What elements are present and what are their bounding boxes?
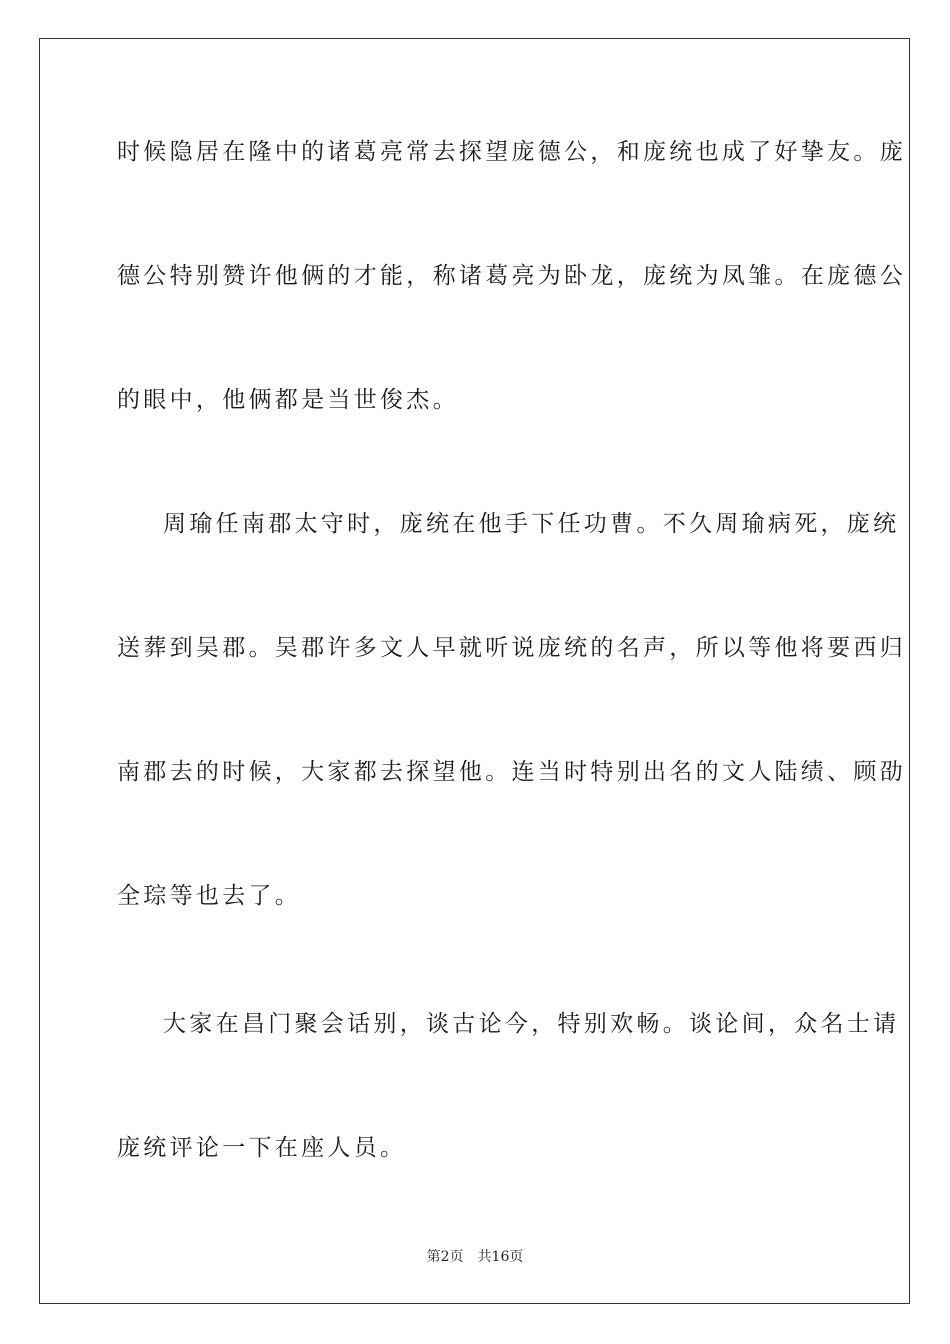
text-line: 全琮等也去了。: [117, 883, 302, 909]
text-line: 德公特别赞许他俩的才能，称诸葛亮为卧龙，庞统为凤雏。在庞德公: [117, 263, 906, 289]
page-border: [39, 38, 910, 1304]
text-line: 南郡去的时候，大家都去探望他。连当时特别出名的文人陆绩、顾劭: [117, 759, 906, 785]
paragraph-start-line: 周瑜任南郡太守时，庞统在他手下任功曹。不久周瑜病死，庞统: [163, 511, 900, 537]
paragraph-start-line: 大家在昌门聚会话别，谈古论今，特别欢畅。谈论间，众名士请: [163, 1011, 900, 1037]
page-number: 第2页: [426, 1249, 464, 1265]
text-line: 的眼中，他俩都是当世俊杰。: [117, 387, 459, 413]
text-line: 送葬到吴郡。吴郡许多文人早就听说庞统的名声，所以等他将要西归: [117, 635, 906, 661]
page-total: 共16页: [477, 1249, 524, 1265]
text-line: 庞统评论一下在座人员。: [117, 1135, 407, 1161]
page-footer: [0, 1248, 950, 1266]
text-line: 时候隐居在隆中的诸葛亮常去探望庞德公，和庞统也成了好挚友。庞: [117, 139, 906, 165]
